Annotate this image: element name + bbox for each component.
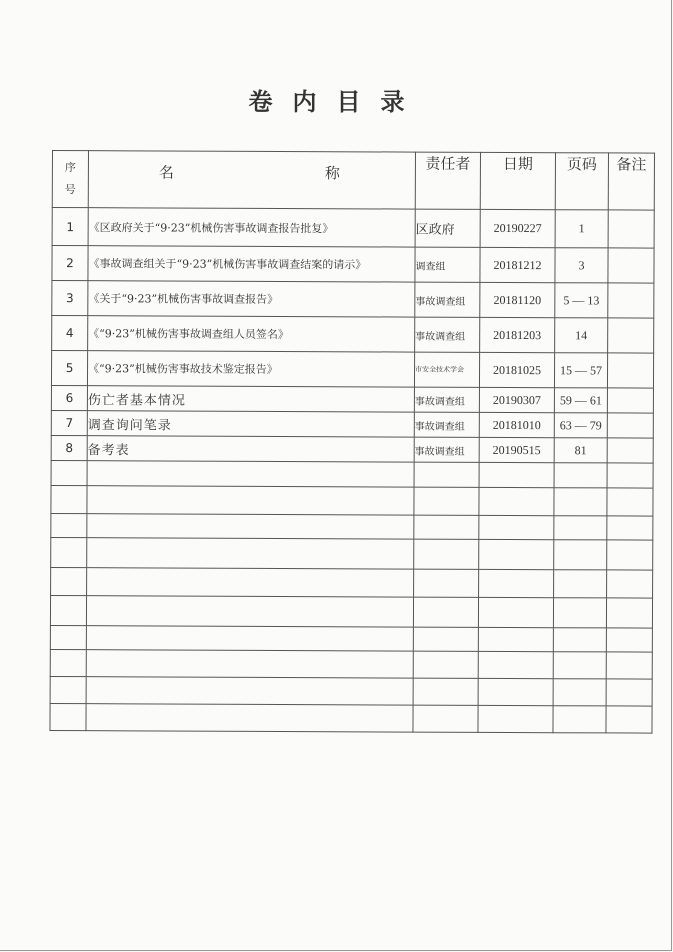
cell-pages (554, 488, 607, 516)
cell-remarks (608, 318, 654, 353)
header-responsible: 责任者 (415, 152, 480, 209)
table-header-row (52, 151, 654, 211)
cell-remarks (608, 248, 654, 283)
cell-seq: 5 (51, 351, 87, 386)
cell-date: 20181120 (480, 282, 555, 317)
cell-responsible (413, 678, 478, 705)
cell-pages: 3 (555, 248, 608, 283)
cell-seq (50, 676, 86, 703)
header-name (88, 151, 415, 209)
cell-seq (51, 567, 87, 595)
cell-name (87, 486, 414, 515)
cell-remarks (608, 283, 654, 318)
cell-name (86, 677, 413, 705)
cell-seq: 4 (52, 316, 88, 351)
cell-date (478, 627, 553, 651)
cell-remarks (607, 413, 653, 438)
cell-date (478, 651, 553, 678)
cell-seq (50, 595, 86, 625)
cell-pages (553, 652, 606, 679)
table-row (52, 208, 654, 249)
cell-responsible (414, 569, 479, 597)
header-name-right: 称 (324, 164, 340, 183)
cell-date (478, 678, 553, 705)
cell-responsible (414, 487, 479, 515)
cell-date: 20181025 (479, 352, 554, 387)
cell-remarks (606, 706, 652, 733)
cell-name (87, 461, 414, 487)
cell-seq (50, 703, 86, 730)
cell-seq: 8 (51, 435, 87, 460)
cell-name (86, 704, 413, 732)
cell-responsible: 调查组 (415, 247, 480, 282)
cell-pages: 15 — 57 (554, 353, 607, 388)
cell-date (479, 539, 554, 569)
table-row (51, 435, 653, 463)
cell-name (87, 514, 414, 539)
cell-remarks (607, 353, 653, 388)
cell-remarks (606, 628, 652, 652)
cell-remarks (608, 210, 654, 248)
cell-pages (553, 598, 606, 628)
cell-seq: 2 (52, 246, 88, 281)
cell-name: 《“9·23”机械伤害事故调查组人员签名》 (88, 316, 415, 352)
cell-seq: 3 (52, 281, 88, 316)
cell-responsible: 事故调查组 (415, 317, 480, 352)
cell-remarks (607, 540, 653, 570)
cell-date (478, 705, 553, 732)
cell-name: 备考表 (87, 436, 414, 462)
empty-table-row (50, 595, 652, 628)
cell-name: 《事故调查组关于“9·23”机械伤害事故调查结案的请示》 (88, 246, 415, 282)
cell-seq (50, 649, 86, 676)
cell-pages (553, 706, 606, 733)
header-seq (52, 151, 88, 208)
header-seq-line2: 号 (64, 183, 76, 197)
cell-pages: 1 (555, 210, 608, 248)
cell-pages: 81 (554, 438, 607, 463)
cell-pages: 59 — 61 (554, 388, 607, 413)
cell-date: 20190227 (480, 209, 555, 247)
cell-date: 20190515 (479, 437, 554, 462)
cell-responsible (413, 597, 478, 627)
header-seq-line1: 序 (64, 161, 76, 175)
empty-table-row (51, 460, 653, 488)
cell-pages (553, 628, 606, 652)
cell-responsible: 市安全技术学会 (414, 352, 479, 387)
empty-table-row (51, 537, 653, 570)
cell-name: 伤亡者基本情况 (87, 386, 414, 412)
cell-date (479, 487, 554, 515)
table-row (52, 316, 654, 354)
cell-name (87, 568, 414, 597)
cell-pages (553, 679, 606, 706)
cell-date: 20181203 (480, 317, 555, 352)
cell-date: 20181010 (479, 412, 554, 437)
cell-seq (51, 460, 87, 485)
cell-seq: 1 (52, 208, 88, 246)
toc-table (49, 150, 655, 734)
cell-pages: 14 (555, 318, 608, 353)
cell-seq (51, 513, 87, 537)
table-row (51, 351, 653, 389)
cell-date (479, 462, 554, 487)
cell-responsible: 事故调查组 (414, 437, 479, 462)
table-row (52, 281, 654, 319)
cell-remarks (607, 516, 653, 540)
cell-remarks (606, 679, 652, 706)
cell-responsible (413, 651, 478, 678)
table-row (52, 246, 654, 284)
cell-pages (554, 570, 607, 598)
empty-table-row (50, 703, 652, 733)
cell-seq: 7 (51, 410, 87, 435)
cell-pages (554, 463, 607, 488)
cell-remarks (607, 438, 653, 463)
cell-responsible: 事故调查组 (414, 387, 479, 412)
cell-date (478, 597, 553, 627)
cell-remarks (607, 463, 653, 488)
table-row (51, 410, 653, 438)
cell-name: 调查询问笔录 (87, 411, 414, 437)
cell-date (479, 569, 554, 597)
document-title: 卷内目录 (248, 87, 425, 116)
cell-responsible (413, 705, 478, 732)
cell-seq (50, 625, 86, 649)
cell-name (86, 650, 413, 678)
cell-pages (554, 516, 607, 540)
cell-remarks (607, 488, 653, 516)
cell-date (479, 515, 554, 539)
cell-pages: 5 — 13 (555, 283, 608, 318)
cell-name (86, 626, 413, 651)
cell-name (86, 596, 413, 627)
header-name-left: 名 (158, 163, 174, 182)
cell-name: 《“9·23”机械伤害事故技术鉴定报告》 (87, 351, 414, 387)
header-pages: 页码 (555, 153, 608, 210)
cell-responsible (414, 539, 479, 569)
cell-name (87, 538, 414, 569)
header-remarks: 备注 (608, 153, 654, 210)
empty-table-row (50, 676, 652, 706)
header-date: 日期 (480, 152, 555, 209)
cell-responsible: 事故调查组 (415, 282, 480, 317)
cell-remarks (606, 598, 652, 628)
empty-table-row (50, 649, 652, 679)
cell-seq (51, 537, 87, 567)
cell-seq: 6 (51, 385, 87, 410)
empty-table-row (50, 625, 652, 652)
cell-date: 20190307 (479, 387, 554, 412)
cell-responsible (414, 515, 479, 539)
cell-date: 20181212 (480, 247, 555, 282)
cell-responsible: 事故调查组 (414, 412, 479, 437)
cell-name: 《关于“9·23”机械伤害事故调查报告》 (88, 281, 415, 317)
cell-remarks (606, 652, 652, 679)
empty-table-row (51, 567, 653, 598)
table-row (51, 385, 653, 413)
cell-responsible (413, 627, 478, 651)
cell-remarks (607, 388, 653, 413)
cell-seq (51, 485, 87, 513)
cell-pages (554, 540, 607, 570)
cell-pages: 63 — 79 (554, 413, 607, 438)
cell-responsible: 区政府 (415, 209, 480, 247)
cell-name: 《区政府关于“9·23”机械伤害事故调查报告批复》 (88, 208, 415, 247)
empty-table-row (51, 513, 653, 540)
cell-remarks (607, 570, 653, 598)
empty-table-row (51, 485, 653, 516)
cell-responsible (414, 462, 479, 487)
